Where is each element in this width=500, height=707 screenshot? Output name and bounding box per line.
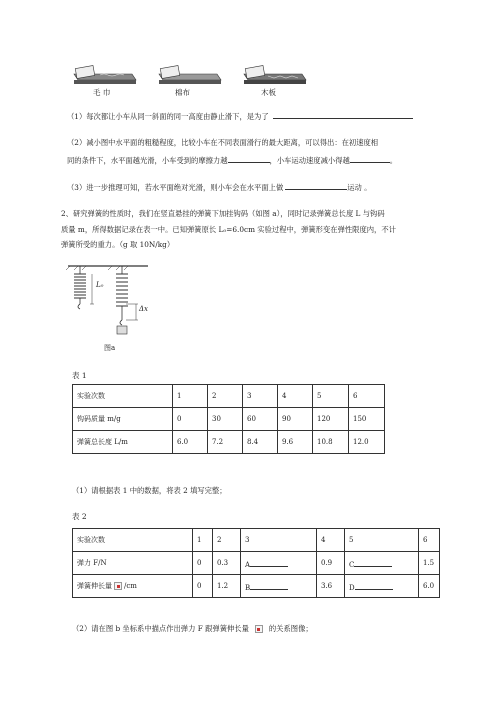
table-row	[73, 431, 385, 454]
table-cell: 0.9	[317, 552, 345, 575]
table-cell: 3.6	[317, 575, 345, 598]
table-cell: 150	[349, 408, 385, 431]
table-row	[73, 385, 385, 408]
table-cell: 8.4	[243, 431, 278, 454]
table-cell: 120	[313, 408, 349, 431]
question-2-2-text-b: 的关系图像；	[268, 624, 313, 633]
question-3	[67, 180, 457, 195]
table-cell: 0.3	[213, 552, 241, 575]
table-1-header-mass: 钩码质量 m/g	[73, 408, 173, 431]
surface-label-towel: 毛 巾	[93, 88, 111, 97]
table-2-header-force: 弹力 F/N	[73, 552, 193, 575]
answer-cell-d[interactable]	[345, 575, 419, 598]
answer-blank-c[interactable]	[354, 557, 392, 567]
table-cell: 7.2	[208, 431, 243, 454]
table-cell: 90	[278, 408, 313, 431]
cotton-surface-figure	[159, 66, 221, 84]
answer-blank-d[interactable]	[355, 580, 393, 590]
table-2-header-extension	[73, 575, 193, 598]
surface-illustrations	[70, 60, 390, 100]
problem-2-line-2: 质量 m，所得数据记录在表一中。已知弹簧原长 L₀=6.0cm 实验过程中，弹簧形变在弹性限度内，不计	[61, 225, 396, 234]
label-l0: L₀	[96, 281, 104, 289]
table-1-header-length: 弹簧总长度 L/m	[73, 431, 173, 454]
table-cell: 1	[193, 529, 213, 552]
spring-unloaded	[74, 266, 86, 309]
answer-blank-b[interactable]	[250, 580, 288, 590]
blank-label-b: B	[245, 584, 251, 592]
label-delta-x: Δx	[139, 305, 149, 313]
towel-surface-figure	[74, 66, 136, 84]
answer-blank-2a[interactable]	[228, 153, 270, 163]
problem-2-line-1: 2、研究弹簧的性质时，我们在竖直悬挂的弹簧下加挂钩码（如图 a），同时记录弹簧总长度 L 与钩码	[61, 209, 385, 218]
table-cell: 0	[193, 552, 213, 575]
answer-blank-2b[interactable]	[350, 153, 390, 163]
question-1-text: （1）每次都让小车从同一斜面的同一高度由静止滑下，是为了	[67, 112, 269, 121]
blank-label-d: D	[349, 584, 355, 592]
question-2-line-2	[67, 153, 457, 168]
extension-header-unit: /cm	[124, 582, 137, 590]
blank-label-c: C	[349, 561, 355, 569]
table-1-header-trials: 实验次数	[73, 385, 173, 408]
figure-a-caption: 图a	[104, 344, 116, 352]
table-1-caption: 表 1	[72, 371, 87, 380]
formula-image-icon	[114, 582, 122, 590]
question-2-2-text-a: （2）请在图 b 坐标系中描点作出弹力 F 跟弹簧伸长量	[72, 624, 249, 633]
table-cell: 1.5	[419, 552, 440, 575]
table-cell: 6	[349, 385, 385, 408]
formula-image-icon	[255, 625, 263, 633]
question-3-text: （3）进一步推理可知，若水平面绝对光滑，则小车会在水平面上做	[67, 183, 284, 192]
table-row	[73, 408, 385, 431]
table-cell: 6.0	[173, 431, 208, 454]
surface-label-cotton: 棉布	[175, 88, 190, 97]
surface-label-wood: 木板	[261, 88, 276, 97]
table-row	[73, 575, 440, 598]
table-cell: 3	[243, 385, 278, 408]
table-cell: 3	[241, 529, 317, 552]
question-2-1: （1）请根据表 1 中的数据，将表 2 填写完整；	[72, 486, 227, 495]
wood-surface-figure	[244, 66, 306, 84]
table-2-header-trials: 实验次数	[73, 529, 193, 552]
table-cell: 12.0	[349, 431, 385, 454]
answer-blank-a[interactable]	[250, 557, 288, 567]
answer-blank-1[interactable]	[273, 109, 413, 119]
answer-blank-3[interactable]	[285, 180, 347, 190]
table-cell: 4	[278, 385, 313, 408]
spring-loaded	[116, 266, 138, 334]
table-cell: 4	[317, 529, 345, 552]
table-cell: 0	[193, 575, 213, 598]
table-cell: 2	[208, 385, 243, 408]
table-row	[73, 552, 440, 575]
table-cell: 9.6	[278, 431, 313, 454]
table-cell: 1.2	[213, 575, 241, 598]
table-cell: 0	[173, 408, 208, 431]
question-2-line-1: （2）减小图中水平面的粗糙程度，比较小车在不同表面滑行的最大距离，可以得出：在初速度相	[67, 138, 379, 147]
question-2-text-a: 同的条件下，水平面越光滑，小车受到的摩擦力越	[67, 156, 228, 165]
table-row	[73, 529, 440, 552]
answer-cell-a[interactable]	[241, 552, 317, 575]
problem-2-line-3: 弹簧所受的重力。（g 取 10N/kg）	[61, 240, 175, 249]
table-1	[72, 384, 385, 454]
table-cell: 6.0	[419, 575, 440, 598]
extension-header-text: 弹簧伸长量	[77, 582, 112, 590]
question-3-tail: 运动 。	[347, 183, 372, 192]
question-1	[67, 109, 457, 124]
table-cell: 30	[208, 408, 243, 431]
table-2	[72, 528, 440, 598]
carts-on-surfaces-figure	[70, 60, 390, 100]
table-2-caption: 表 2	[72, 512, 87, 521]
table-cell: 60	[243, 408, 278, 431]
answer-cell-c[interactable]	[345, 552, 419, 575]
question-2-text-c: 。	[389, 156, 398, 165]
question-2-2	[72, 622, 462, 636]
question-2-text-b: ，小车运动速度减小得越	[269, 156, 350, 165]
table-cell: 10.8	[313, 431, 349, 454]
table-cell: 5	[345, 529, 419, 552]
table-cell: 6	[419, 529, 440, 552]
table-cell: 2	[213, 529, 241, 552]
answer-cell-b[interactable]	[241, 575, 317, 598]
blank-label-a: A	[245, 561, 251, 569]
table-cell: 5	[313, 385, 349, 408]
table-cell: 1	[173, 385, 208, 408]
